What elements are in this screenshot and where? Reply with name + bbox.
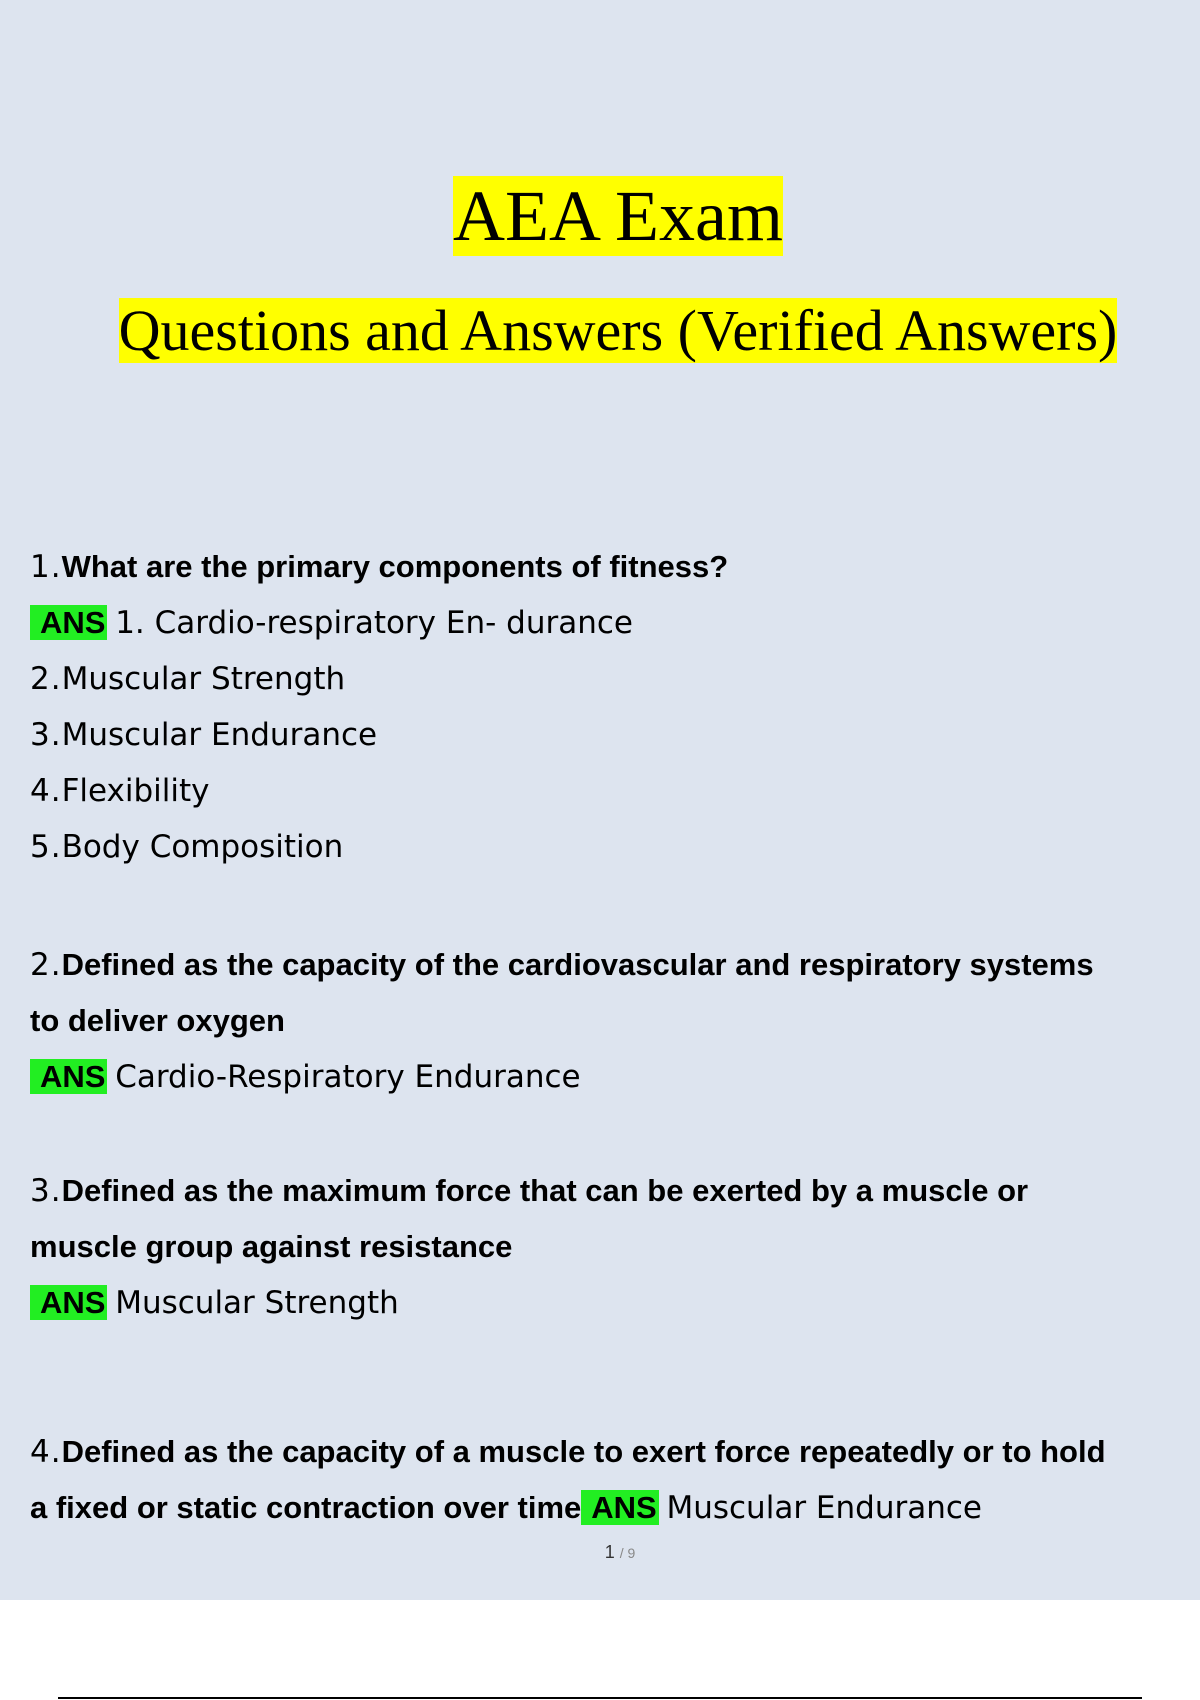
- question-4-continued: a fixed or static contraction over time ANS Muscular Endurance: [30, 1490, 982, 1526]
- answer-list-item: 4.Flexibility: [30, 773, 210, 809]
- answer-text: 1. Cardio-respiratory En- durance: [115, 605, 633, 641]
- question-2: [30, 937, 1180, 993]
- answer-list-item: 2.Muscular Strength: [30, 661, 346, 697]
- answer-2: [30, 1049, 1180, 1105]
- question-number: 3.: [30, 1173, 62, 1209]
- ans-label: ANS: [30, 1285, 107, 1320]
- question-text: Defined as the capacity of a muscle to exert force repeatedly or to hold: [61, 1434, 1106, 1469]
- question-text: What are the primary components of fitness?: [61, 549, 729, 584]
- title-text: AEA Exam: [453, 176, 783, 256]
- ans-label: ANS: [581, 1490, 658, 1525]
- answer-1: [30, 595, 1180, 651]
- answer-text: Muscular Strength: [115, 1285, 399, 1321]
- qa-item-1: [30, 539, 1180, 875]
- question-3-continued: muscle group against resistance: [30, 1229, 513, 1264]
- document-title: [0, 176, 1200, 256]
- question-4: [30, 1424, 1180, 1480]
- document-subtitle: [0, 298, 1200, 364]
- next-page-divider: [58, 1697, 1142, 1699]
- answer-text: Muscular Endurance: [666, 1490, 982, 1526]
- current-page-number: 1: [604, 1542, 615, 1562]
- qa-item-3: [30, 1163, 1180, 1331]
- answer-3: [30, 1275, 1180, 1331]
- answer-text: Cardio-Respiratory Endurance: [115, 1059, 581, 1095]
- question-3: [30, 1163, 1180, 1219]
- question-number: 1.: [30, 549, 62, 585]
- ans-label: ANS: [30, 1059, 107, 1094]
- question-text: Defined as the maximum force that can be exerted by a muscle or: [61, 1173, 1029, 1208]
- subtitle-text: Questions and Answers (Verified Answers): [118, 298, 1118, 363]
- ans-label: ANS: [30, 605, 107, 640]
- question-2-continued: to deliver oxygen: [30, 1003, 285, 1038]
- answer-list-item: 5.Body Composition: [30, 829, 344, 865]
- question-text: Defined as the capacity of the cardiovascular and respiratory systems: [61, 947, 1094, 982]
- qa-item-2: [30, 937, 1180, 1105]
- qa-item-4: [30, 1424, 1180, 1536]
- answer-list-item: 3.Muscular Endurance: [30, 717, 378, 753]
- total-pages: / 9: [619, 1545, 636, 1561]
- page-indicator: [0, 1542, 1200, 1563]
- question-number: 4.: [30, 1434, 62, 1470]
- question-1: [30, 539, 1180, 595]
- question-number: 2.: [30, 947, 62, 983]
